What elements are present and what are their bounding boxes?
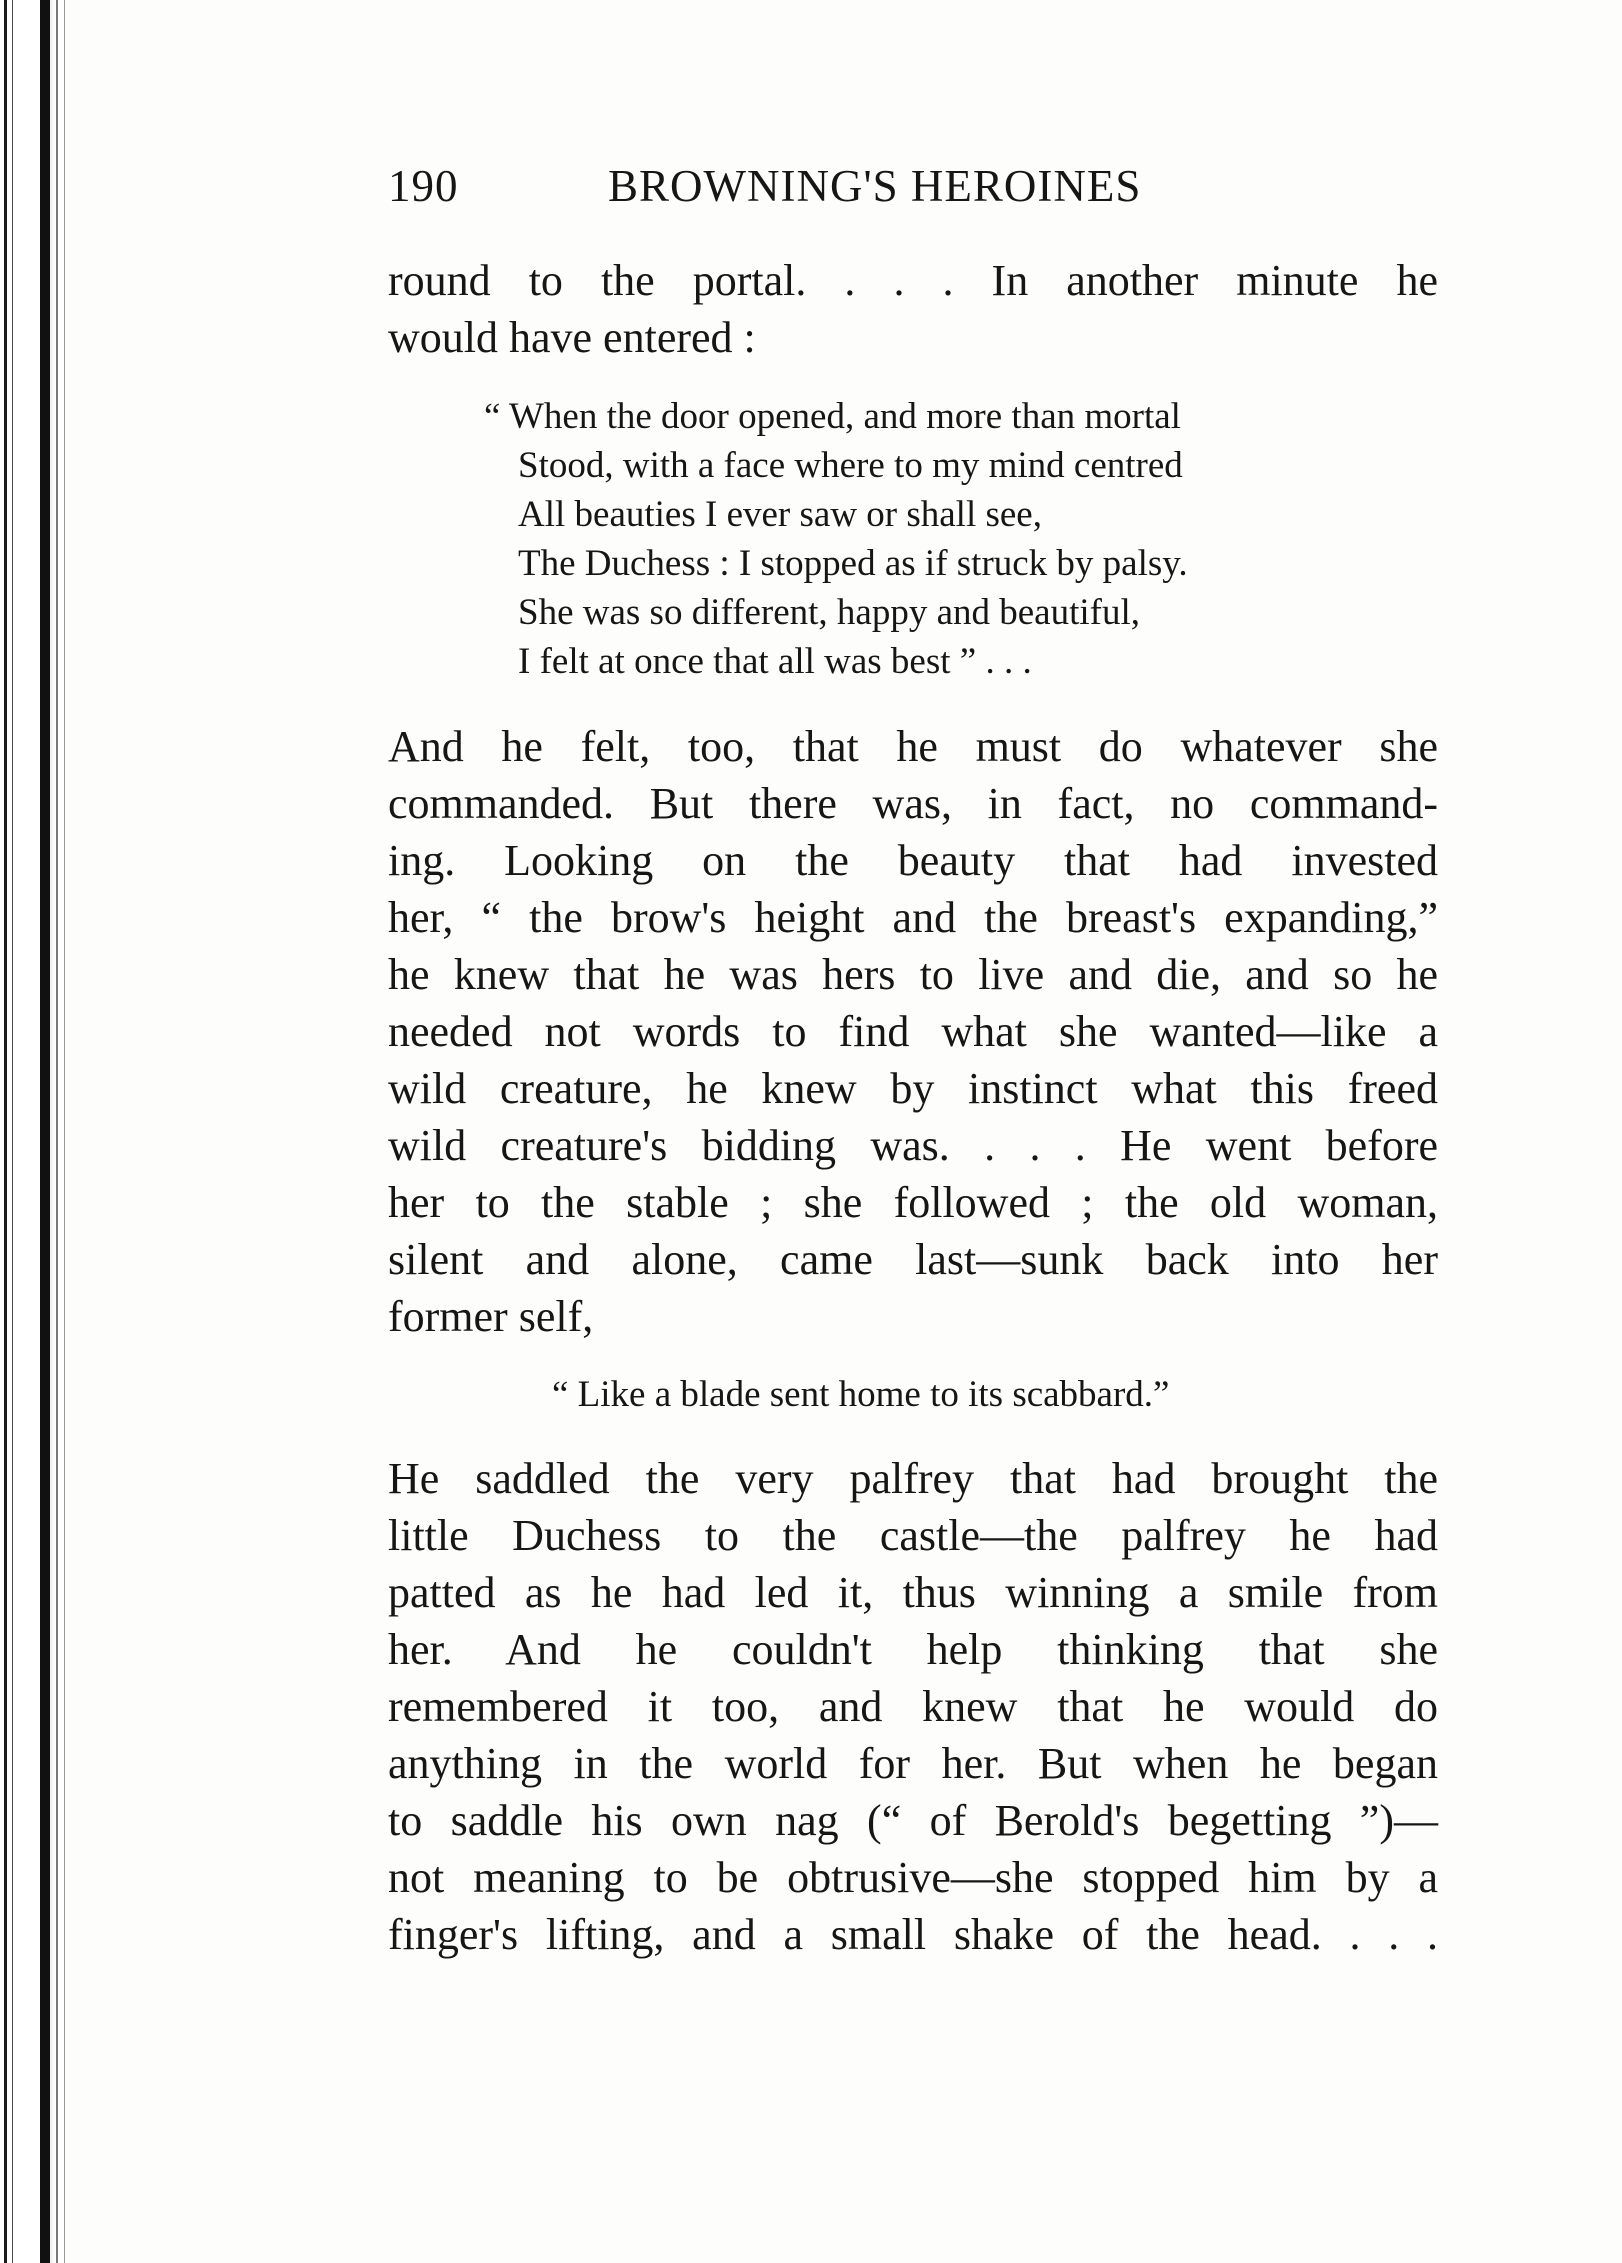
text-line: wild creature, he knew by instinct what this freed [388, 1064, 1438, 1113]
paragraph-3 [388, 1450, 1438, 1963]
page-number: 190 [388, 161, 459, 211]
text-line: to saddle his own nag (“ of Berold's begetting ”)— [388, 1796, 1438, 1845]
text-line: And he felt, too, that he must do whatever she [388, 722, 1438, 771]
text-line: her. And he couldn't help thinking that she [388, 1625, 1438, 1674]
text-line: ing. Looking on the beauty that had invested [388, 836, 1438, 885]
running-title: BROWNING'S HEROINES [608, 161, 1142, 211]
text-line: needed not words to find what she wanted—like a [388, 1007, 1438, 1056]
text-line: he knew that he was hers to live and die, and so he [388, 950, 1438, 999]
verse-line: She was so different, happy and beautiful, [518, 592, 1140, 633]
text-line: former self, [388, 1292, 594, 1341]
verse-line: “ Like a blade sent home to its scabbard.” [552, 1374, 1170, 1415]
binding-edge [0, 0, 80, 2263]
text-line: her, “ the brow's height and the breast's expanding,” [388, 893, 1438, 942]
verse-line: Stood, with a face where to my mind centred [518, 445, 1183, 486]
text-line: wild creature's bidding was. . . . He went before [388, 1121, 1438, 1170]
text-line: remembered it too, and knew that he would do [388, 1682, 1438, 1731]
verse-quote-1 [484, 392, 1188, 686]
text-line: her to the stable ; she followed ; the old woman, [388, 1178, 1438, 1227]
verse-quote-2 [552, 1370, 1169, 1419]
text-line: He saddled the very palfrey that had brought the [388, 1454, 1438, 1503]
text-line: would have entered : [388, 313, 756, 362]
text-line: commanded. But there was, in fact, no command- [388, 779, 1438, 828]
text-line: silent and alone, came last—sunk back into her [388, 1235, 1438, 1284]
text-line: little Duchess to the castle—the palfrey he had [388, 1511, 1438, 1560]
paragraph-2 [388, 718, 1438, 1345]
paragraph-1 [388, 252, 1438, 366]
text-line: anything in the world for her. But when he began [388, 1739, 1438, 1788]
verse-line: The Duchess : I stopped as if struck by palsy. [518, 543, 1188, 584]
text-line: patted as he had led it, thus winning a smile from [388, 1568, 1438, 1617]
page-header [388, 160, 1448, 220]
verse-line: All beauties I ever saw or shall see, [518, 494, 1042, 535]
text-line: not meaning to be obtrusive—she stopped him by a [388, 1853, 1438, 1902]
text-line: round to the portal. . . . In another minute he [388, 256, 1438, 305]
verse-line: I felt at once that all was best ” . . . [518, 641, 1032, 682]
verse-line: “ When the door opened, and more than mortal [484, 396, 1181, 437]
text-line: finger's lifting, and a small shake of the head. . . . [388, 1910, 1438, 1959]
